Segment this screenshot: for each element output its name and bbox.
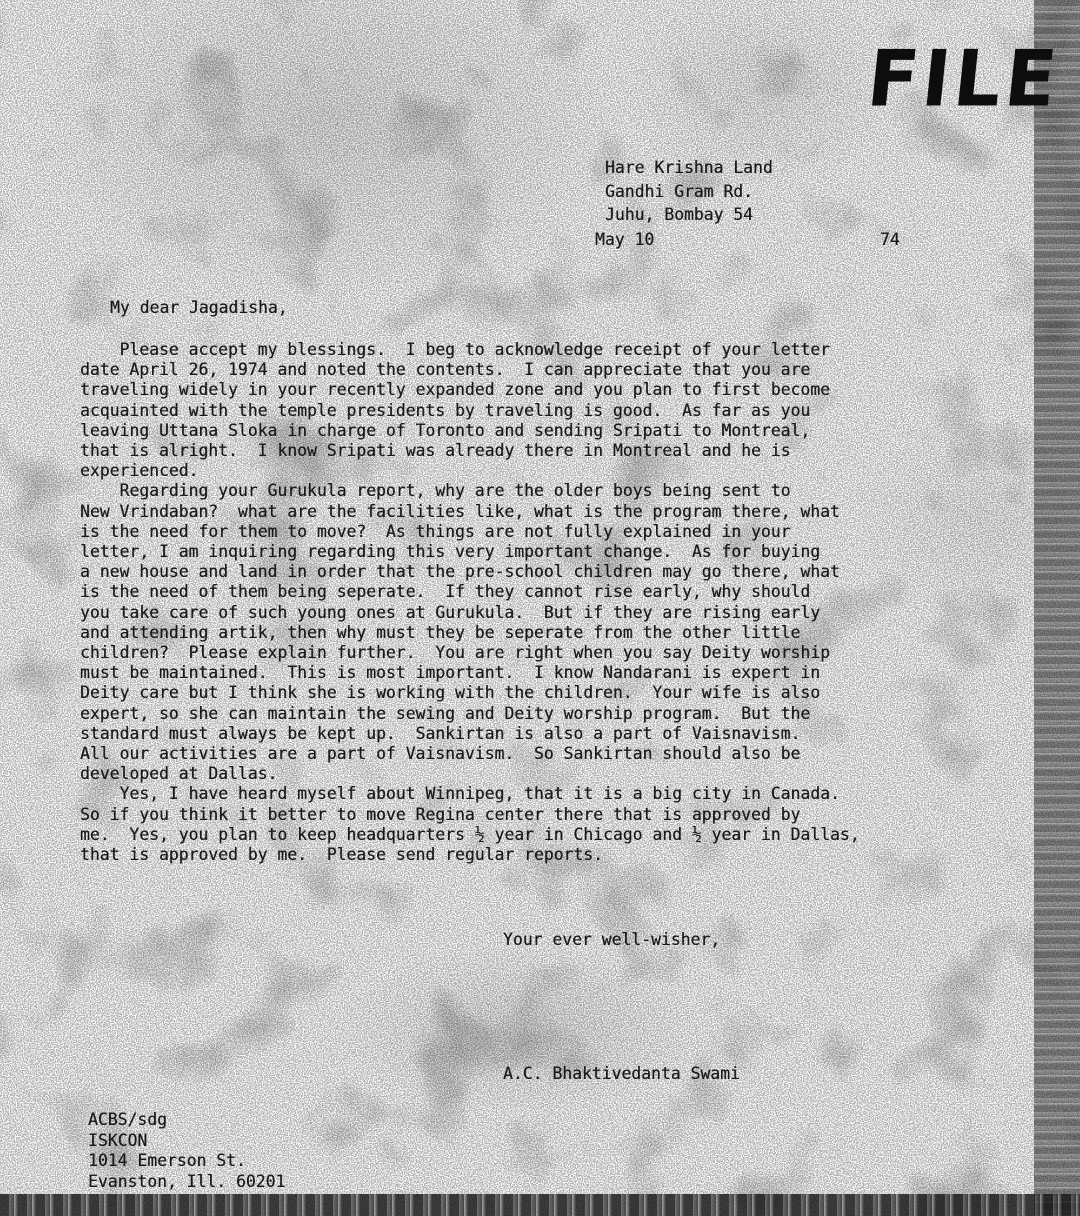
address-line-2: Gandhi Gram Rd. [605,181,754,201]
salutation: My dear Jagadisha, [110,298,288,317]
paragraph-1: Please accept my blessings. I beg to acknowledge receipt of your letter date April 26, 1974 and noted the contents. I can appreciate that you are traveling widely in your recently expanded zone and you plan to first become acquainted with the temple presidents by traveling is good. As far as you leaving Uttana Sloka in charge of Toronto and sending Sripati to Montreal, that is alright. I know Sripati was already there in Montreal and he is experienced. [80,340,830,481]
date-month-day: May 10 [595,230,655,249]
footer-line-4: Evanston, Ill. 60201 [88,1171,286,1191]
file-stamp [863,33,1065,130]
closing: Your ever well-wisher, [503,930,721,949]
recipient-address [88,1110,285,1192]
address-line-3: Juhu, Bombay 54 [605,205,754,224]
signature: A.C. Bhaktivedanta Swami [503,1064,740,1083]
address-line-1: Hare Krishna Land [605,158,773,177]
letter-date [595,230,925,254]
footer-line-1: ACBS/sdg [88,1110,167,1129]
letter-body [80,340,860,865]
scan-edge-bottom [0,1194,1080,1216]
sender-address [605,156,773,227]
footer-line-3: 1014 Emerson St. [88,1151,246,1170]
paragraph-3: Yes, I have heard myself about Winnipeg, that it is a big city in Canada. So if you think it better to move Regina center there that is approved by me. Yes, you plan to keep headquarters ½ year in Chicago and ½ year in Dallas, that is approved by me. Please send regular reports. [80,784,860,865]
date-year: 74 [880,230,900,249]
file-stamp-label: FILE [863,33,1065,125]
footer-line-2: ISKCON [88,1130,148,1150]
paragraph-2: Regarding your Gurukula report, why are the older boys being sent to New Vrindaban? what are the facilities like, what is the program there, what is the need for them to move? As things are not fully explained in your letter, I am inquiring regarding this very important change. As for buying a new house and land in order that the pre-school children may go there, what is the need of them being seperate. If they cannot rise early, why should you take care of such young ones at Gurukula. But if they are rising early and attending artik, then why must they be seperate from the other little children? Please explain further. You are right when you say Deity worship must be maintained. This is most important. I know Nandarani is expert in Deity care but I think she is working with the children. Your wife is also expert, so she can maintain the sewing and Deity worship program. But the standard must always be kept up. Sankirtan is also a part of Vaisnavism. All our activities are a part of Vaisnavism. So Sankirtan should also be developed at Dallas. [80,481,840,784]
scan-edge-right [1034,0,1080,1216]
